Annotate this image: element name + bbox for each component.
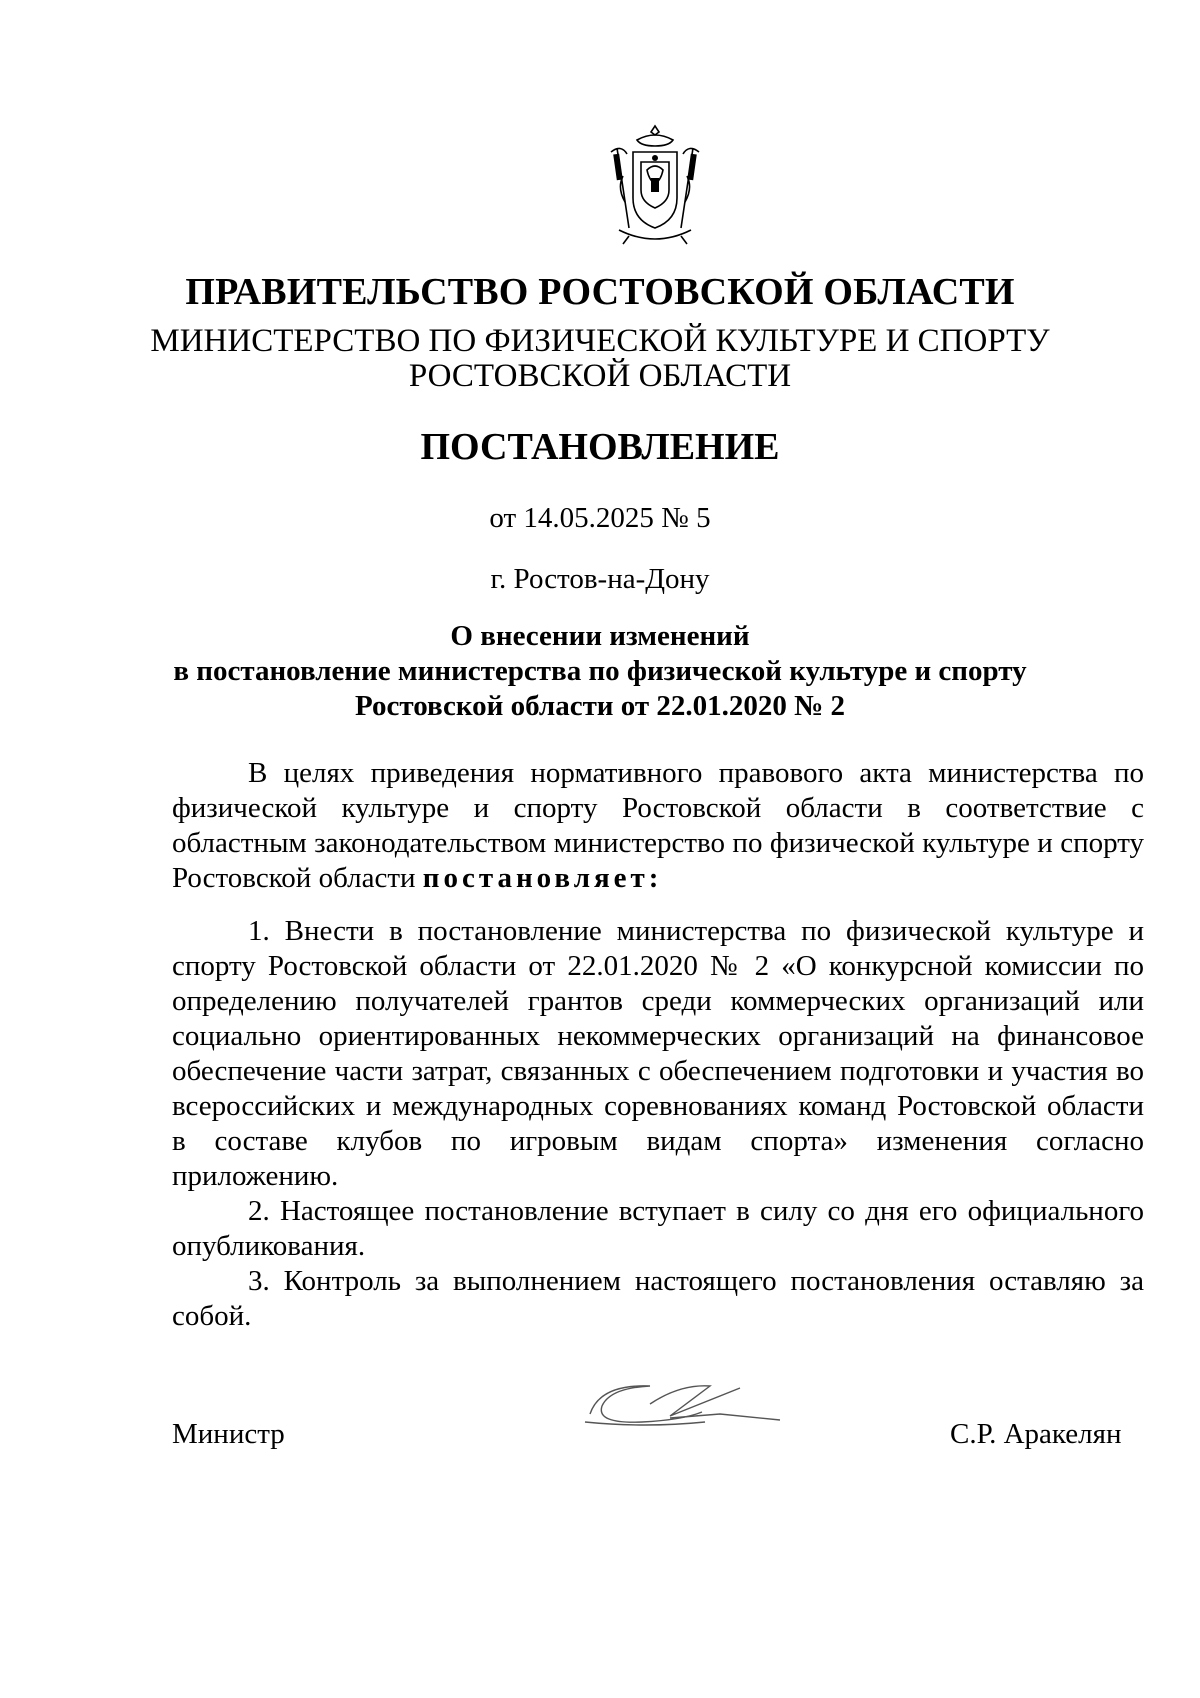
ministry-name-line-1: МИНИСТЕРСТВО ПО ФИЗИЧЕСКОЙ КУЛЬТУРЕ И СПОРТУ — [150, 323, 1050, 359]
subject-line-3: Ростовской области от 22.01.2020 № 2 — [354, 690, 846, 722]
document-city: г. Ростов-на-Дону — [490, 563, 710, 595]
handwritten-signature — [580, 1374, 790, 1444]
document-subject — [0, 619, 1200, 724]
subject-line-2: в постановление министерства по физической культуре и спорту — [173, 655, 1027, 687]
document-date-number: от 14.05.2025 № 5 — [489, 502, 711, 534]
coat-of-arms-icon — [599, 118, 711, 248]
decides-word: постановляет: — [422, 862, 663, 894]
preamble-paragraph — [172, 756, 1144, 896]
decision-item-2: 2. Настоящее постановление вступает в силу со дня его официального опубликования. — [172, 1195, 1144, 1262]
signatory-name: С.Р. Аракелян — [950, 1418, 1122, 1450]
signatory-position: Министр — [172, 1418, 285, 1450]
preamble-text: В целях приведения нормативного правового акта министерства по физической культуре и спорту Ростовской области в соответствие с областным законодательством министерство по физической культуре и спорту Ростовской области — [172, 757, 1144, 894]
subject-line-1: О внесении изменений — [450, 620, 750, 652]
ministry-name-line-2: РОСТОВСКОЙ ОБЛАСТИ — [408, 358, 792, 394]
document-type: ПОСТАНОВЛЕНИЕ — [420, 426, 780, 468]
decision-item-3: 3. Контроль за выполнением настоящего постановления оставляю за собой. — [172, 1265, 1144, 1332]
government-title: ПРАВИТЕЛЬСТВО РОСТОВСКОЙ ОБЛАСТИ — [185, 271, 1015, 313]
decision-items — [172, 914, 1144, 1334]
decision-item-1: 1. Внести в постановление министерства по физической культуре и спорту Ростовской области от 22.01.2020 № 2 «О конкурсной комиссии по определению получателей грантов среди коммерческих организаций или социально ориентированных некоммерческих организаций на финансовое обеспечение части затрат, связанных с обеспечением подготовки и участия во всероссийских и международных соревнованиях команд Ростовской области в составе клубов по игровым видам спорта» изменения согласно приложению. — [172, 915, 1144, 1192]
